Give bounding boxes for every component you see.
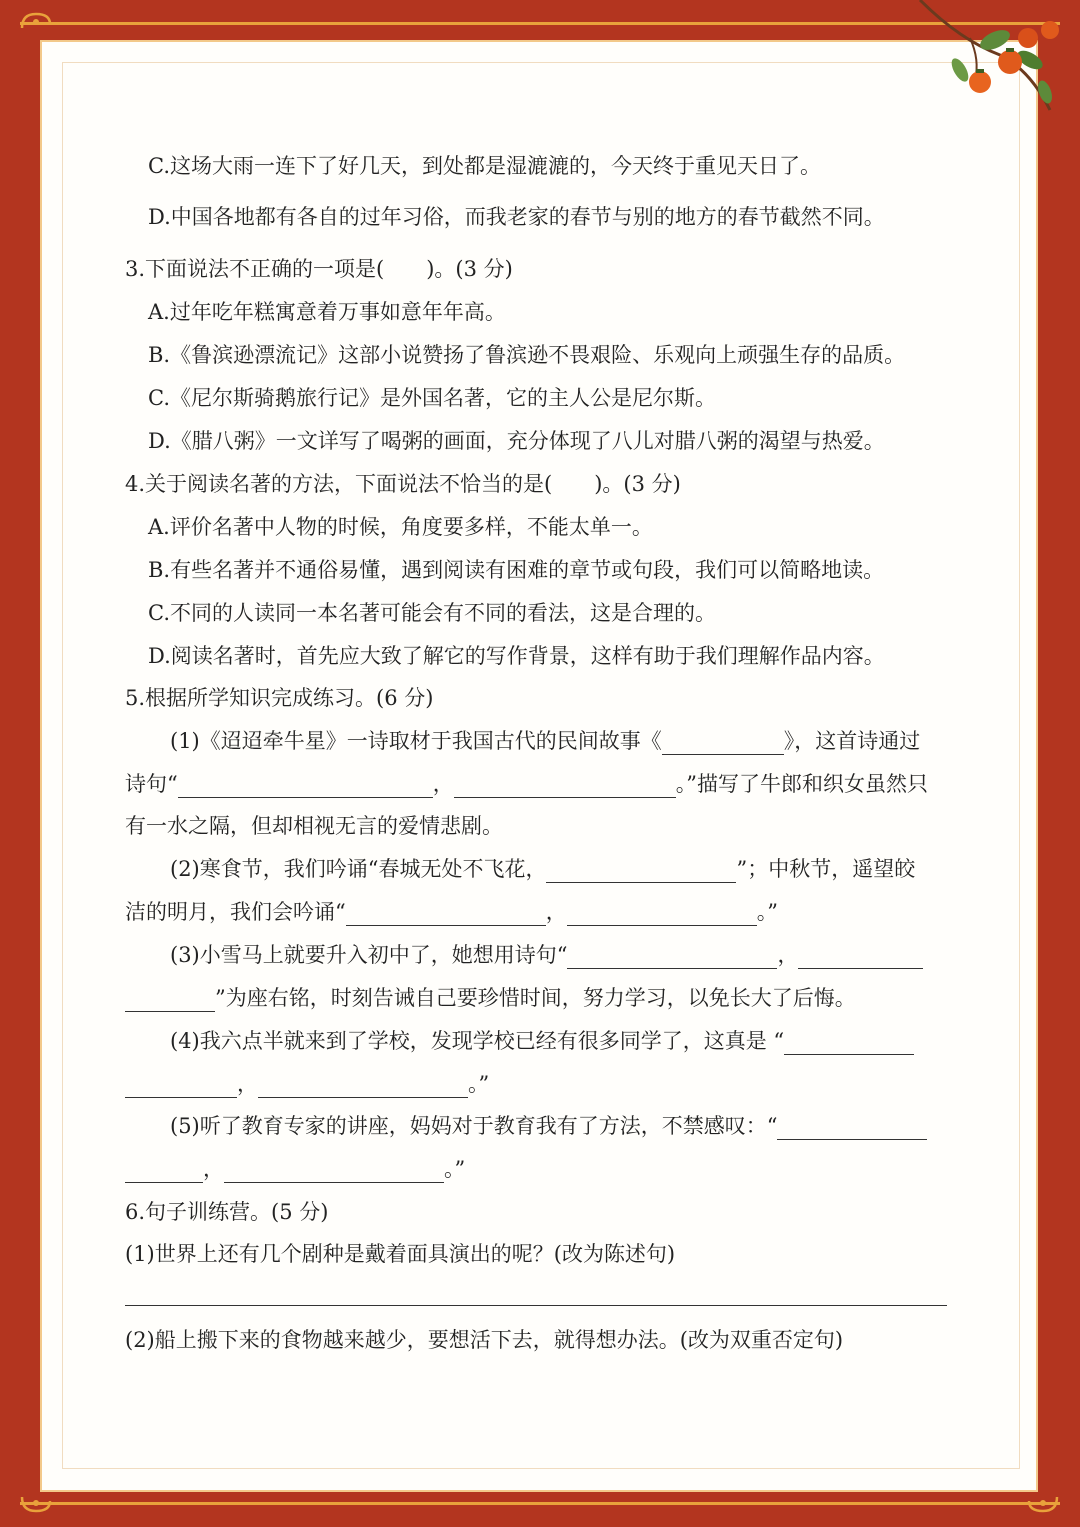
- q5-part4-blank-1[interactable]: [784, 1034, 914, 1055]
- q4-option-b: B.有些名著并不通俗易懂，遇到阅读有困难的章节或句段，我们可以简略地读。: [148, 558, 885, 582]
- q5-part1-blank-verse1[interactable]: [178, 777, 433, 798]
- q5-part5-text-b: ，: [203, 1157, 224, 1181]
- q4-stem: 4.关于阅读名著的方法，下面说法不恰当的是( )。(3 分): [125, 472, 681, 496]
- q6-stem: 6.句子训练营。(5 分): [125, 1200, 329, 1224]
- q5-part4-blank-2[interactable]: [125, 1077, 237, 1098]
- q5-part1-text-e: 。”描写了牛郎和织女虽然只: [675, 772, 928, 796]
- q5-part1-text-b: 》，这首诗通过: [783, 729, 921, 753]
- q5-part5-line2: [125, 1155, 465, 1183]
- q5-part3-blank-3[interactable]: [125, 991, 215, 1012]
- q3-option-c: C.《尼尔斯骑鹅旅行记》是外国名著，它的主人公是尼尔斯。: [148, 386, 716, 410]
- q5-part2-text-b: ”；中秋节，遥望皎: [736, 857, 916, 881]
- q5-part4-text-b: ，: [237, 1072, 258, 1096]
- q5-part5-line1: [170, 1112, 927, 1140]
- q6-sentence-1: (1)世界上还有几个剧种是戴着面具演出的呢？(改为陈述句): [125, 1242, 676, 1266]
- q4-option-a: A.评价名著中人物的时候，角度要多样，不能太单一。: [148, 515, 653, 539]
- q5-part1-blank-story[interactable]: [662, 734, 784, 755]
- q5-part1-blank-verse2[interactable]: [454, 777, 676, 798]
- q5-part3-line2: [125, 984, 856, 1012]
- q5-part3-blank-1[interactable]: [567, 948, 777, 969]
- q5-part1-line2: [125, 770, 928, 798]
- q5-part4-text-a: (4)我六点半就来到了学校，发现学校已经有很多同学了，这真是 “: [170, 1029, 785, 1053]
- q5-part1-text-d: ，: [432, 772, 454, 796]
- q5-part5-blank-1[interactable]: [777, 1119, 927, 1140]
- q2-option-d: D.中国各地都有各自的过年习俗，而我老家的春节与别的地方的春节截然不同。: [148, 205, 885, 229]
- q2-option-c: C.这场大雨一连下了好几天，到处都是湿漉漉的，今天终于重见天日了。: [148, 154, 821, 178]
- q5-part2-text-d: ，: [545, 900, 567, 924]
- q5-part2-blank-1[interactable]: [546, 862, 736, 883]
- q5-part2-text-e: 。”: [756, 900, 778, 924]
- q5-part2-blank-3[interactable]: [567, 905, 757, 926]
- q5-part2-text-a: (2)寒食节，我们吟诵“春城无处不飞花，: [170, 857, 547, 881]
- q5-part5-text-a: (5)听了教育专家的讲座，妈妈对于教育我有了方法，不禁感叹：“: [170, 1114, 778, 1138]
- q5-part2-blank-2[interactable]: [346, 905, 546, 926]
- q5-part1-line1: [170, 727, 920, 755]
- q5-part4-line1: [170, 1027, 914, 1055]
- q5-part3-text-b: ，: [777, 943, 799, 967]
- q5-stem: 5.根据所学知识完成练习。(6 分): [125, 686, 434, 710]
- q3-option-d: D.《腊八粥》一文详写了喝粥的画面，充分体现了八儿对腊八粥的渴望与热爱。: [148, 429, 885, 453]
- q5-part2-line2: [125, 898, 778, 926]
- q5-part4-blank-3[interactable]: [258, 1077, 468, 1098]
- q5-part3-blank-2[interactable]: [798, 948, 923, 969]
- q5-part4-text-c: 。”: [468, 1072, 490, 1096]
- q5-part3-line1: [170, 941, 923, 969]
- q5-part2-line1: [170, 855, 915, 883]
- q3-option-a: A.过年吃年糕寓意着万事如意年年高。: [148, 300, 506, 324]
- q5-part1-text-a: (1)《迢迢牵牛星》一诗取材于我国古代的民间故事《: [170, 729, 662, 753]
- q5-part1-text-c: 诗句“: [125, 772, 178, 796]
- q5-part3-text-a: (3)小雪马上就要升入初中了，她想用诗句“: [170, 943, 568, 967]
- q5-part5-text-c: 。”: [444, 1157, 466, 1181]
- q5-part3-text-c: ”为座右铭，时刻告诫自己要珍惜时间，努力学习，以免长大了后悔。: [215, 986, 856, 1010]
- q3-stem: 3.下面说法不正确的一项是( )。(3 分): [125, 257, 513, 281]
- q5-part2-text-c: 洁的明月，我们会吟诵“: [125, 900, 346, 924]
- q5-part5-blank-3[interactable]: [224, 1162, 444, 1183]
- q5-part4-line2: [125, 1070, 489, 1098]
- q3-option-b: B.《鲁滨逊漂流记》这部小说赞扬了鲁滨逊不畏艰险、乐观向上顽强生存的品质。: [148, 343, 906, 367]
- q4-option-d: D.阅读名著时，首先应大致了解它的写作背景，这样有助于我们理解作品内容。: [148, 644, 885, 668]
- q5-part5-blank-2[interactable]: [125, 1162, 203, 1183]
- q6-sentence-2: (2)船上搬下来的食物越来越少，要想活下去，就得想办法。(改为双重否定句): [125, 1328, 844, 1352]
- q4-option-c: C.不同的人读同一本名著可能会有不同的看法，这是合理的。: [148, 601, 716, 625]
- q6-answer-line-1[interactable]: [125, 1305, 947, 1306]
- q5-part1-line3: 有一水之隔，但却相视无言的爱情悲剧。: [125, 814, 503, 838]
